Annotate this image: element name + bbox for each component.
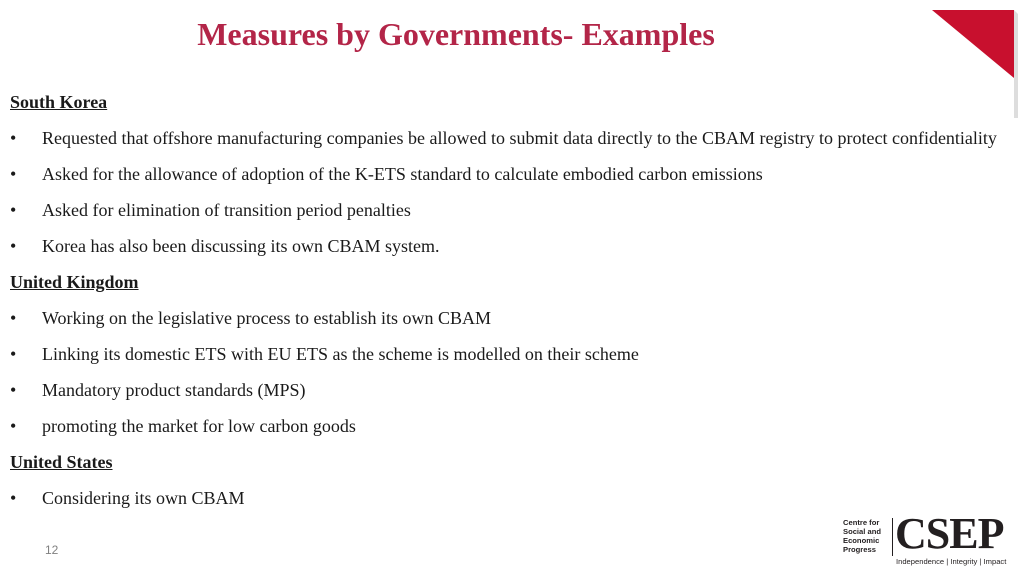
logo-org-line: Economic — [843, 536, 880, 545]
bullet-dot: • — [10, 236, 17, 256]
bullet-item — [10, 192, 1000, 228]
section-heading-south-korea: South Korea — [10, 92, 108, 112]
section-heading-united-kingdom: United Kingdom — [10, 272, 139, 292]
bullet-dot: • — [10, 128, 17, 148]
bullet-text: Asked for the allowance of adoption of the K-ETS standard to calculate embodied carbon emissions — [42, 164, 763, 184]
bullet-dot: • — [10, 380, 17, 400]
logo-org-line: Progress — [843, 545, 876, 554]
bullet-dot: • — [10, 488, 17, 508]
bullet-dot: • — [10, 344, 17, 364]
logo-org-name — [843, 518, 891, 554]
logo-org-line: Centre for — [843, 518, 880, 527]
corner-red-triangle — [932, 10, 1014, 78]
bullet-dot: • — [10, 416, 17, 436]
bullet-text: Korea has also been discussing its own CBAM system. — [42, 236, 440, 256]
bullet-text: promoting the market for low carbon goods — [42, 416, 356, 436]
bullet-text: Mandatory product standards (MPS) — [42, 380, 306, 400]
bullet-text: Considering its own CBAM — [42, 488, 245, 508]
corner-shadow — [1014, 10, 1018, 118]
logo-org-line: Social and — [843, 527, 881, 536]
bullet-item — [10, 480, 1000, 516]
bullet-text: Linking its domestic ETS with EU ETS as the scheme is modelled on their scheme — [42, 344, 639, 364]
bullet-item — [10, 120, 1000, 156]
logo-acronym: CSEP — [895, 509, 1004, 558]
bullet-item — [10, 228, 1000, 264]
bullet-text: Asked for elimination of transition period penalties — [42, 200, 411, 220]
slide-content — [10, 84, 1000, 516]
page-number: 12 — [45, 543, 59, 557]
bullet-dot: • — [10, 308, 17, 328]
bullet-text: Working on the legislative process to establish its own CBAM — [42, 308, 492, 328]
section-heading-united-states: United States — [10, 452, 113, 472]
bullet-item — [10, 408, 1000, 444]
bullet-item — [10, 156, 1000, 192]
bullet-dot: • — [10, 164, 17, 184]
bullet-item — [10, 372, 1000, 408]
logo-tagline: Independence | Integrity | Impact — [896, 557, 1007, 566]
bullet-item — [10, 300, 1000, 336]
bullet-text: Requested that offshore manufacturing companies be allowed to submit data directly to the CBAM registry to protect confidentiality — [42, 128, 997, 148]
bullet-item — [10, 336, 1000, 372]
csep-logo — [843, 509, 1015, 570]
slide-title: Measures by Governments- Examples — [197, 16, 715, 52]
bullet-dot: • — [10, 200, 17, 220]
logo-divider — [892, 518, 893, 556]
